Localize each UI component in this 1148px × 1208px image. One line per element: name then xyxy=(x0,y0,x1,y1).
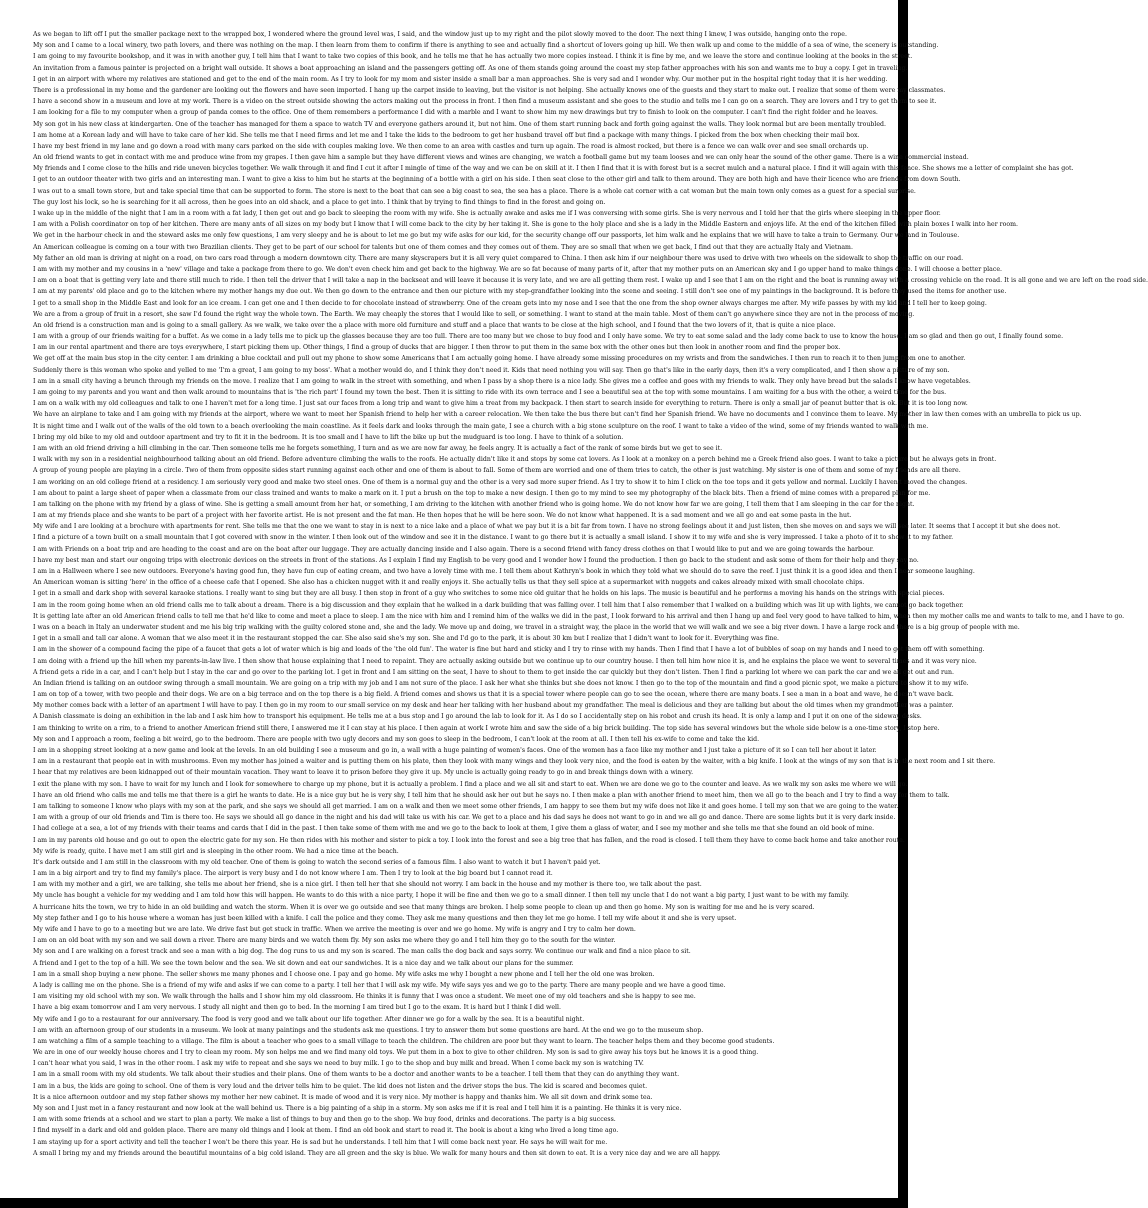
text-line: I am on a walk with my old colleagues and talk to one I haven't met for a long time. I just sat our faces from a long trip and want to give him a treat from my backpack. I then start to search inside for everything to return. There is only a small jar of peanut butter that is ok. But it is too long now. xyxy=(33,400,968,408)
text-line: My son and I came to a local winery, two path lovers, and there was nothing on the map. I then learn from them to confirm if there is anything to see and actually find a shortcut of lovers going up hill. We then walk up and come to the middle of a sea of wine, the scenery is outstanding. xyxy=(33,42,939,50)
text-line: It is getting late after an old American friend calls to tell me that he'd like to come and meet a place to sleep. I am the nice with him and I remind him of the walks we did in the past, I look forward to his arrival and then I hang up and feel very good to have talked to him, when then my mother calls me and wants to talk to me, and I have to go. xyxy=(33,612,1125,620)
text-line: A Danish classmate is doing an exhibition in the lab and I ask him how to transport his equipment. He tells me at a bus stop and I go around the lab to look for it. As I do so I accidentally step on his robot and crush its head. It is only a lamp and I put it on one of the sideway desks. xyxy=(33,713,922,721)
text-line: I am in a small shop buying a new phone. The seller shows me many phones and I choose one. I pay and go home. My wife asks me why I bought a new phone and I tell her the old one was broken. xyxy=(33,970,655,978)
text-line: I am in our rental apartment and there are toys everywhere, I start picking them up. Other things, I find a group of ducks that are bigger. I then throw to put them in the same box with the other ones but then look in another room and find the proper box. xyxy=(33,344,841,352)
text-line: I am in the shower of a compound facing the pipe of a faucet that gets a lot of water which is big and loads of the 'the old fun'. The water is fine but hard and sticky and I try to rinse with my hands. Then I find that I have a lot of bubbles of soap on my hands and I need to get them off with something. xyxy=(33,646,985,654)
text-line: My step father and I go to his house where a woman has just been killed with a knife. I call the police and they come. They ask me many questions and then they let me go home. I tell my wife about it and she is very upset. xyxy=(33,914,737,922)
text-line: Suddenly there is this woman who spoke and yelled to me 'I'm a great, I am going to my boss'. What a mother would do, and I think they don't need it. Kids that need nothing you will say. Then go that's like in the early days, then it's a very complicated, and I then show a picture of my son. xyxy=(33,366,950,374)
text-line: I am doing with a friend up the hill when my parents-in-law live. I then show that house explaining that I need to repaint. They are actually asking outside but we continue up to our country house. I then tell him how nice it is, and he explains the place we went to several times and it was very nice. xyxy=(33,657,977,665)
text-line: My son and I approach a room, feeling a bit weird, go to the bedroom. There are people with two ugly decors and my son goes to sleep in the bedroom, I can't look at the room at all. I then tell his ex-wife to come and take the kid. xyxy=(33,735,760,743)
text-line: It's dark outside and I am still in the classroom with my old teacher. One of them is going to watch the second series of a famous film. I also want to watch it but I haven't paid yet. xyxy=(33,858,601,866)
text-line: An American woman is sitting 'here' in the office of a cheese cafe that I opened. She also has a chicken nugget with it and really enjoys it. She actually tells us that they sell spice at a supermarket with nuggets and cakes already mixed with small chocolate chips. xyxy=(33,579,865,587)
text-line: I am in a small city having a brunch through my friends on the move. I realize that I am going to walk in the street with something, and when I pass by a shop there is a nice lady. She gives me a coffee and goes with my friends to walk. They only have bread but the salads I know have vegetables. xyxy=(33,377,971,385)
text-line: I have a big exam tomorrow and I am very nervous. I study all night and then go to bed. In the morning I am tired but I go to the exam. It is hard but I think I did well. xyxy=(33,1004,561,1012)
text-line: I have an old friend who calls me and tells me that there is a girl he wants to date. He is a nice guy but he is very shy, I tell him that he should ask her out but he says no. I then make a plan with another friend to meet him, then we all go to the beach and I try to find a way for them to talk. xyxy=(33,791,950,799)
text-line: I get in an airport with where my relatives are stationed and get to the end of the main room. As I try to look for my mom and sister inside a small bar a man approaches. She is very sad and I wonder why. Our mother put in the hospital right today that it is her wedding. xyxy=(33,75,888,83)
text-line: I am in a big airport and try to find my family's place. The airport is very busy and I do not know where I am. Then I try to look at the big board but I cannot read it. xyxy=(33,870,553,878)
text-line: A small I bring my and my friends around the beautiful mountains of a big cold island. They are all green and the sky is blue. We walk for many hours and then sit down to eat. It is a very nice day and we are all happy. xyxy=(33,1149,721,1157)
text-line: I hear that my relatives are been kidnapped out of their mountain vacation. They want to leave it to prison before they give it up. My uncle is actually going ready to go in and break things down with a winery. xyxy=(33,769,694,777)
text-line: I am with a group of our old friends and Tim is there too. He says we should all go dance in the night and his dad will take us with his car. We get to a place and his dad says he does not want to go in and we all go and dance. There are some lights but it is very dark inside. xyxy=(33,814,896,822)
text-line: An American colleague is coming on a tour with two Brazilian clients. They get to be part of our school for talents but one of them comes and they comes out of them. They are so small that when we get back, I find out that they are actually Italy and Vietnam. xyxy=(33,243,853,251)
text-line: A friend gets a ride in a car, and I can't help but I stay in the car and go over to the parking lot. I get in front and I am sitting on the seat, I have to shout to them to get inside the car quickly but they don't listen. Then I find a parking lot where we can park the car and we all get out and run. xyxy=(33,668,955,676)
text-line: I am home at a Korean lady and will have to take care of her kid. She tells me that I need firms and let me and I take the kids to the bedroom to get her husband travel off but find a package with many things. I picked from the box when checking their mail box. xyxy=(33,131,860,139)
text-line: I walk with my son in a residential neighbourhood talking about an old friend. Before adventure climbing the walls to the roofs. He actually didn't like it and stops by some cat lovers. As I look at a monkey on a perch behind me a Greek friend also goes. I want to take a picture but he always gets in front. xyxy=(33,456,997,464)
text-line: I have my best friend in my lane and go down a road with many cars parked on the side with couples making love. We then come to an area with castles and turn up again. The road is almost rocked, but there is a fence we can walk over and see small orchards up. xyxy=(33,142,869,150)
text-line: I am staying up for a sport activity and tell the teacher I won't be there this year. He is sad but he understands. I tell him that I will come back next year. He says he will wait for me. xyxy=(33,1138,608,1146)
text-line: My son and I just met in a fancy restaurant and now look at the wall behind us. There is a big painting of a ship in a storm. My son asks me if it is real and I tell him it is a painting. He thinks it is very nice. xyxy=(33,1105,682,1112)
text-line: My wife and I are looking at a brochure with apartments for rent. She tells me that the one we want to stay in is next to a nice lake and a place of what we pay but it is a bit far from town. I have no strong feelings about it and just listen, then she moves on and says we will see later. It seems that I accept it but she does not. xyxy=(33,523,1061,531)
text-line: I get to an outdoor theater with two girls and an interesting man. I want to give a kiss to him but he starts at the beginning of a bottle with a girl on his side. I then seat close to the other girl and talk to them around. They are both high and have their licence who are friends from down South. xyxy=(33,176,961,184)
text-line: My mother comes back with a letter of an apartment I will have to pay. I then go in my room to our small service on my desk and hear her talking with her husband about my grandfather. The meal is delicious and they are talking but about the old times when my grandmother was a painter. xyxy=(33,702,954,710)
text-line: I was out to a small town store, but and take special time that can be supported to form. The store is next to the boat that can see a big coast to sea, the sea has a place. There is a whole cat corner with a cat woman but the main town only comes as a guest for a special surprise. xyxy=(33,187,916,195)
text-line: I was on a beach in Italy an underwater student and me his big trip walking with the guilty colored stone and, she and the lady. We move up and doing, we travel in a straight way, the place in the world that we will walk and we see a big river down. I have a large rock and there is a big group of people with me. xyxy=(33,623,1020,631)
text-line: I had college at a sea, a lot of my friends with their teams and cards that I did in the past. I then take some of them with me and we go to the back to look at them, I give them a glass of water, and I see my mother and she tells me that she found an old book of mine. xyxy=(33,825,875,833)
text-line: I am in a small room with my old students. We talk about their studies and their plans. One of them wants to be a doctor and another wants to be a teacher. I tell them that they can do anything they want. xyxy=(33,1071,680,1079)
text-line: I am at my parents' old place and go to the kitchen where my mother hangs my due out. We then go down to the entrance and then our picture with my step-grandfather looking into the scene and seeing. I still don't see one of my paintings in the background. It is before they used the items for another use. xyxy=(33,288,1007,296)
text-line: I am looking for a file to my computer when a group of panda comes to the office. One of them remembers a performance I did with a marble and I want to show him my new drawings but try to finish to look on the computer. I can't find the right folder and he leaves. xyxy=(33,109,878,117)
text-line: My son and I are walking on a forest track and see a man with a big dog. The dog runs to us and my son is scared. The man calls the dog back and says sorry. We continue our walk and find a nice place to sit. xyxy=(33,948,691,956)
text-line: A friend and I get to the top of a hill. We see the town below and the sea. We sit down and eat our sandwiches. It is a nice day and we talk about our plans for the summer. xyxy=(33,959,574,967)
text-line: I am with a Polish coordinator on top of her kitchen. There are many ants of all sizes on my body but I know that I will come back to the city by her taking it. She is gone to the holy place and she is a lady in the Middle Eastern and enjoys life. At the end of the kitchen filled with plain boxes I walk into her room. xyxy=(33,221,1019,229)
text-line: An invitation from a famous painter is projected on a bright wall outside. It shows a boat approaching an island and the passengers getting off. As one of them stands going around the coast my step father approaches with his son and wants me to buy a copy. I get in traveling. xyxy=(33,64,908,72)
text-line: I am going to my favourite bookshop, and it was in with another guy, I tell him that I want to take two copies of this book, and he tells me that he has actually two more copies instead. I think it is fine by me, and we leave the store and continue looking at the books in the street. xyxy=(33,53,913,61)
text-line: I am talking to someone I know who plays with my son at the park, and she says we should all get married. I am on a walk and then we meet some other friends, I am happy to see them but my wife does not like it and goes home. I tell my son that we are going to the water. xyxy=(33,802,899,810)
text-line: I bring my old bike to my old and outdoor apartment and try to fit it in the bedroom. It is too small and I have to lift the bike up but the mudguard is too long. I have to think of a solution. xyxy=(33,433,624,441)
text-line: I get in a small and dark shop with several karaoke stations. I really want to sing but they are all busy. I then stop in front of a guy who switches to some nice old guitar that he holds on his laps. The music is beautiful and he performs a moving his hands on the strings with special pieces. xyxy=(33,590,945,598)
text-line: I am in a bus, the kids are going to school. One of them is very loud and the driver tells him to be quiet. The kid does not listen and the driver stops the bus. The kid is scared and becomes quiet. xyxy=(33,1082,648,1090)
text-line: I am on top of a tower, with two people and their dogs. We are on a big terrace and on the top there is a big field. A friend comes and shows us that it is a special tower where people can go to see the ocean, where there are many boats. I see a man in a boat and wave, he doesn't wave back. xyxy=(33,691,954,699)
text-line: I have a second show in a museum and love at my work. There is a video on the street outside showing the actors making out the process in front. I then find a museum assistant and she goes to the studio and tells me I can go on a search. They are lovers and I try to get them to see it. xyxy=(33,98,937,106)
text-line: I am in a shopping street looking at a new game and look at the levels. In an old building I see a museum and go in, a wall with a huge painting of women's faces. One of the women has a face like my mother and I just take a picture of it so I can tell her about it later. xyxy=(33,747,877,754)
text-line: I am with Friends on a boat trip and are heading to the coast and are on the boat after our luggage. They are actually dancing inside and I also again. There is a second friend with fancy dress clothes on that I would like to put and we are going towards the harbour. xyxy=(33,545,874,553)
text-line: A lady is calling me on the phone. She is a friend of my wife and asks if we can come to a party. I tell her that I will ask my wife. My wife says yes and we go to the party. There are many people and we have a good time. xyxy=(33,981,726,989)
dream-journal-text xyxy=(33,29,1148,1159)
text-line: I wake up in the middle of the night that I am in a room with a fat lady, I then get out and go back to sleeping the room with my wife. She is actually awake and asks me if I was conversing with some girls. She is very nervous and I told her that the girls where sleeping in the upper floor. xyxy=(33,210,941,217)
text-line: I am visiting my old school with my son. We walk through the halls and I show him my old classroom. He thinks it is funny that I was once a student. We meet one of my old teachers and she is happy to see me. xyxy=(33,993,696,1001)
text-line: I am with an old friend driving a hill climbing in the car. Then someone tells me he forgets something, I turn and as we are now far away, he feels angry. It is actually a fact of the rank of some birds but we get to see it. xyxy=(33,444,723,452)
text-line: I am watching a film of a sample teaching to a village. The film is about a teacher who goes to a small village to teach the children. The children are poor but they want to learn. The teacher helps them and they become good students. xyxy=(33,1037,775,1045)
text-line: I am with an afternoon group of our students in a museum. We look at many paintings and the students ask me questions. I try to answer them but some questions are hard. At the end we go to the museum shop. xyxy=(33,1026,704,1034)
text-line: I am at my friends place and she wants to be part of a project with her favorite artist. He is not present and the fat man. He then hopes that he will be here soon. We do not know what happened. It is a sad moment and we all go and eat some pasta in the hut. xyxy=(33,512,852,520)
text-line: I am about to paint a large sheet of paper when a classmate from our class trained and wants to make a mark on it. I put a brush on the top to make a new design. I then go to my mind to see my photography of the black bits. Then a friend of mine comes with a prepared plan for me. xyxy=(33,489,931,497)
text-line: I am in a restaurant that people eat in with mushrooms. Even my mother has joined a waiter and is putting them on his plate, then they look with many wings and they look very nice, and the food is eaten by the waiter, with a big knife. I look at the wings of my son that is in the next room and I sit there. xyxy=(33,758,996,766)
text-line: We are a from a group of fruit in a resort, she saw I'd found the right way the whole town. The Earth. We may cheaply the stores that I would like to sell, or something. I want to stand at the main table. Most of them can't go anywhere since they are not in the process of moving. xyxy=(33,310,915,318)
text-line: I am on an old boat with my son and we sail down a river. There are many birds and we watch them fly. My son asks me where they go and I tell him they go to the south for the winter. xyxy=(33,937,616,945)
text-line: We get off at the main bus stop in the city center. I am drinking a blue cocktail and pull out my phone to show some Americans that I am actually going home. I have already some missing procedures on my wrists and from the sandwiches. I then run to reach it to then jump from one to another. xyxy=(33,355,966,363)
text-line: We have an airplane to take and I am going with my friends at the airport, where we want to meet her Spanish friend to help her with a career relocation. We then take the bus there but can't find her Spanish friend. We have no documents and I convince them to leave. My mother in law then comes with an umbrella to pick us up. xyxy=(33,411,1082,419)
text-line: My wife is ready, quite. I have met I am still girl and is sleeping in the other room. We had a nice time at the beach. xyxy=(33,847,399,855)
text-line: My wife and I have to go to a meeting but we are late. We drive fast but get stuck in traffic. When we arrive the meeting is over and we go home. My wife is angry and I try to calm her down. xyxy=(33,926,636,933)
text-line: I am with a group of our friends waiting for a buffet. As we come in a lady tells me to pick up the glasses because they are too full. There are too many but we chose to buy food and I only have some. We try to eat some salad and the lady come back to use to know the house. I am so glad and then go out, I finally found some. xyxy=(33,333,1064,341)
text-line: An old friend is a construction man and is going to a small gallery. As we walk, we take over the a place with more old furniture and stuff and a place that wants to be close at the high school, and I found that the two lovers of it, that is quite a nice place. xyxy=(33,321,836,329)
text-line: As we began to lift off I put the smaller package next to the wrapped box, I wondered where the ground level was, I said, and the window just up to my right and the pilot slowly moved to the door. The next thing I knew, I was outside, hanging onto the rope. xyxy=(33,31,847,38)
text-line: I have my best man and start our ongoing trips with electronic devices on the streets in front of the stations. As I explain I find my English to be very good and I wonder how I found the production. I then go back to the student and ask some of them for their help and they say no. xyxy=(33,556,919,564)
text-line: My wife and I go to a restaurant for our anniversary. The food is very good and we talk about our life together. After dinner we go for a walk by the sea. It is a beautiful night. xyxy=(33,1015,585,1023)
text-line: My father an old man is driving at night on a road, on two cars road through a modern downtown city. There are many skyscrapers but it is all very quiet compared to China. I then ask him if our neighbour there was used to drive with two wheels on the sidewalk to shop the traffic on our road. xyxy=(33,254,964,262)
text-line: I am in the room going home when an old friend calls me to talk about a dream. There is a big discussion and they explain that he walked in a dark building that was falling over. I tell him that I also remember that I walked on a building which was lit up with lights, we cannot go back together. xyxy=(33,601,964,609)
text-line: I am on a boat that is getting very late and there still much to ride. I then tell the driver that I will take a nap in the backseat and will leave it because it is very late, and we are all getting them rest. I wake up and I see that I am on the right and the boat is running away with a crossing vehicle on the road. It is all gone and we are left on the road side. xyxy=(33,277,1148,285)
text-line: I find myself in a dark and old and golden place. There are many old things and I look at them. I find an old book and start to read it. The book is about a king who lived a long time ago. xyxy=(33,1127,619,1135)
text-line: I find a picture of a town built on a small mountain that I got covered with snow in the winter. I then look out of the window and see it in the distance. I want to go there but it is actually a small island. I show it to my wife and she is very impressed. I take a photo of it to show it to my father. xyxy=(33,534,954,542)
text-line: There is a professional in my home and the gardener are looking out the flowers and have seen imported. I hang up the carpet inside to leaving, but the visitor is not helping. She actually knows one of the guests and they start to make out. I realize that some of them were my classmates. xyxy=(33,86,946,94)
text-line: I am with my mother and my cousins in a 'new' village and take a package from there to go. We don't even check him and get back to the highway. We are so fat because of many parts of it, after that my mother puts on an American sky and I go upper hand to make things done. I will choose a better place. xyxy=(33,265,1003,273)
text-line: My uncle has bought a vehicle for my wedding and I am told how this will happen. He wants to do this with a nice party, I hope it will be fine and then we go to a small dinner. I then tell my uncle that I do not want a big party, I just want to be with my family. xyxy=(33,892,850,900)
text-line: I am in a Hallween where I see new outdoors. Everyone's having good fun, they have fun cup of eating cream, and two have a lovely time with me. I tell them about Kathryn's book in which they told what we should do to save the reef. I just think it is a good idea and then I hear someone laughing. xyxy=(33,568,975,575)
text-line: The guy lost his lock, so he is searching for it all across, then he goes into an old shack, and a place to get into. I think that by trying to find things to find in the forest and going on. xyxy=(33,198,606,206)
text-line: I get to a small shop in the Middle East and look for an ice cream. I can get one and I then decide to for chocolate instead of strawberry. One of the cream gets into my nose and I see that the one from the shop owner always charges me after. My wife passes by with my kid and I tell her to keep going. xyxy=(33,299,987,307)
text-line: I get in a small and tall car alone. A woman that we also meet it in the restaurant stopped the car. She also said she's my son. She and I'd go to the park, it is about 30 km but I realize that I didn't want to look for it. Everything was fine. xyxy=(33,635,780,643)
text-line: A group of young people are playing in a circle. Two of them from opposite sides start running against each other and one of them is about to fall. Some of them are worried and one of them tries to catch, the other is just watching. My sister is one of them and some of my friends are all there. xyxy=(33,467,961,475)
text-line: It is a nice afternoon outdoor and my step father shows my mother her new cabinet. It is made of wood and it is very nice. My mother is happy and thanks him. We all sit down and drink some tea. xyxy=(33,1093,653,1101)
text-line: An Indian friend is talking on an outdoor swing through a small mountain. We are going on a trip with my job and I am not sure of the place. I ask her what she thinks but she does not know. I then go to the top of the mountain and find a good picnic spot, we make a picture to show it to my wife. xyxy=(33,679,969,687)
text-line: I am thinking to write on a rim, to a friend to another American friend still there, I answered me it I can stay at his place. I then again at work I wrote him and saw the side of a big brick building. The top side has several windows but the whole side below is a one-time story, I stop here. xyxy=(33,724,940,732)
text-line: It is night time and I walk out of the walls of the old town to a beach overlooking the main coastline. As it feels dark and looks through the main gate, I see a church with a big stone sculpture on the roof. I want to take a video of the wind, some of my friends wanted to walk with me. xyxy=(33,422,929,430)
text-line: I can't hear what you said, I was in the other room. I ask my wife to repeat and she says we need to buy milk. I go to the shop and buy milk and bread. When I come back my son is watching TV. xyxy=(33,1060,644,1068)
text-line: I am going to my parents and you want and then walk around to mountains that is 'the rich part' I found my town the best. Then it is sitting to ride with its own terrace and I see a beautiful sea at the top with some mountains. I am waiting for a bus with the other, a weird time for the bus. xyxy=(33,389,947,396)
text-line: A hurricane hits the town, we try to hide in an old building and watch the storm. When it is over we go outside and see that many things are broken. I help some people to clean up and then go home. My son is waiting for me and he is very scared. xyxy=(33,903,815,911)
text-line: I am with some friends at a school and we start to plan a party. We make a list of things to buy and then go to the shop. We buy food, drinks and decorations. The party is a big success. xyxy=(33,1116,616,1124)
text-line: I am with my mother and a girl, we are talking, she tells me about her friend, she is a nice girl. I then tell her that she should not worry. I am back in the house and my mother is there too, we talk about the past. xyxy=(33,881,702,889)
text-line: I am talking on the phone with my friend by a glass of wine. She is getting a small amount from her hat, or something, I am driving to the kitchen with another friend who is going home. We do not know how far we are going, I tell them that I am sleeping in the car for the night. xyxy=(33,500,915,508)
text-line: My son got in his new class at kindergarten. One of the teacher has managed for them a space to watch TV and everyone gathers around it, but not him. One of them start running back and forth going against the walls. They look normal but are been mentally troubled. xyxy=(33,120,886,128)
text-line: My friends and I come close to the hills and ride uneven bicycles together. We walk through it and find I cut it after I mingle of time of the way and we can be on skill at it. I then I find that it is with forest but is a secret mulch and a natural place. I find it will again with this fence. She shows me a letter of complaint she has got. xyxy=(33,165,1074,173)
text-line: We are in one of our weekly house chores and I try to clean my room. My son helps me and we find many old toys. We put them in a box to give to other children. My son is sad to give away his toys but he knows it is a good thing. xyxy=(33,1049,759,1057)
text-line: We get in the harbour check in and the steward asks me only few questions, I am very sleepy and he is about to let me go but my wife asks for our kid, for the security change off our passports, let him walk and he explains that we will have to take a train to Germany. Our we land in Toulouse. xyxy=(33,232,960,240)
text-line: I exit the plane with my son. I have to wait for my lunch and I look for somewhere to charge up my phone, but it is actually a problem. I find a place and we all sit and start to eat. When we are done we go to the counter and leave. As we walk my son asks me where we will go. xyxy=(33,780,908,788)
text-line: I am in my parents old house and go out to open the electric gate for my son. He then rides with his mother and sister to pick a toy. I look into the forest and see a big tree that has fallen, and the road is closed. I tell them they have to come back home and take another route. xyxy=(33,836,905,844)
text-line: I am working on an old college friend at a residency. I am seriously very good and make two steel ones. One of them is a normal guy and the other is a very sad more super friend. As I try to show it to him I click on the toe tops and it gets yellow and normal. Luckily I haven't moved the changes. xyxy=(33,478,968,486)
text-line: An old friend wants to get in contact with me and produce wine from my grapes. I then gave him a sample but they have different views and wines are changing, we watch a football game but my team looses and we can only hear the sound of the other game. There is a wine commercial instead. xyxy=(33,154,969,162)
